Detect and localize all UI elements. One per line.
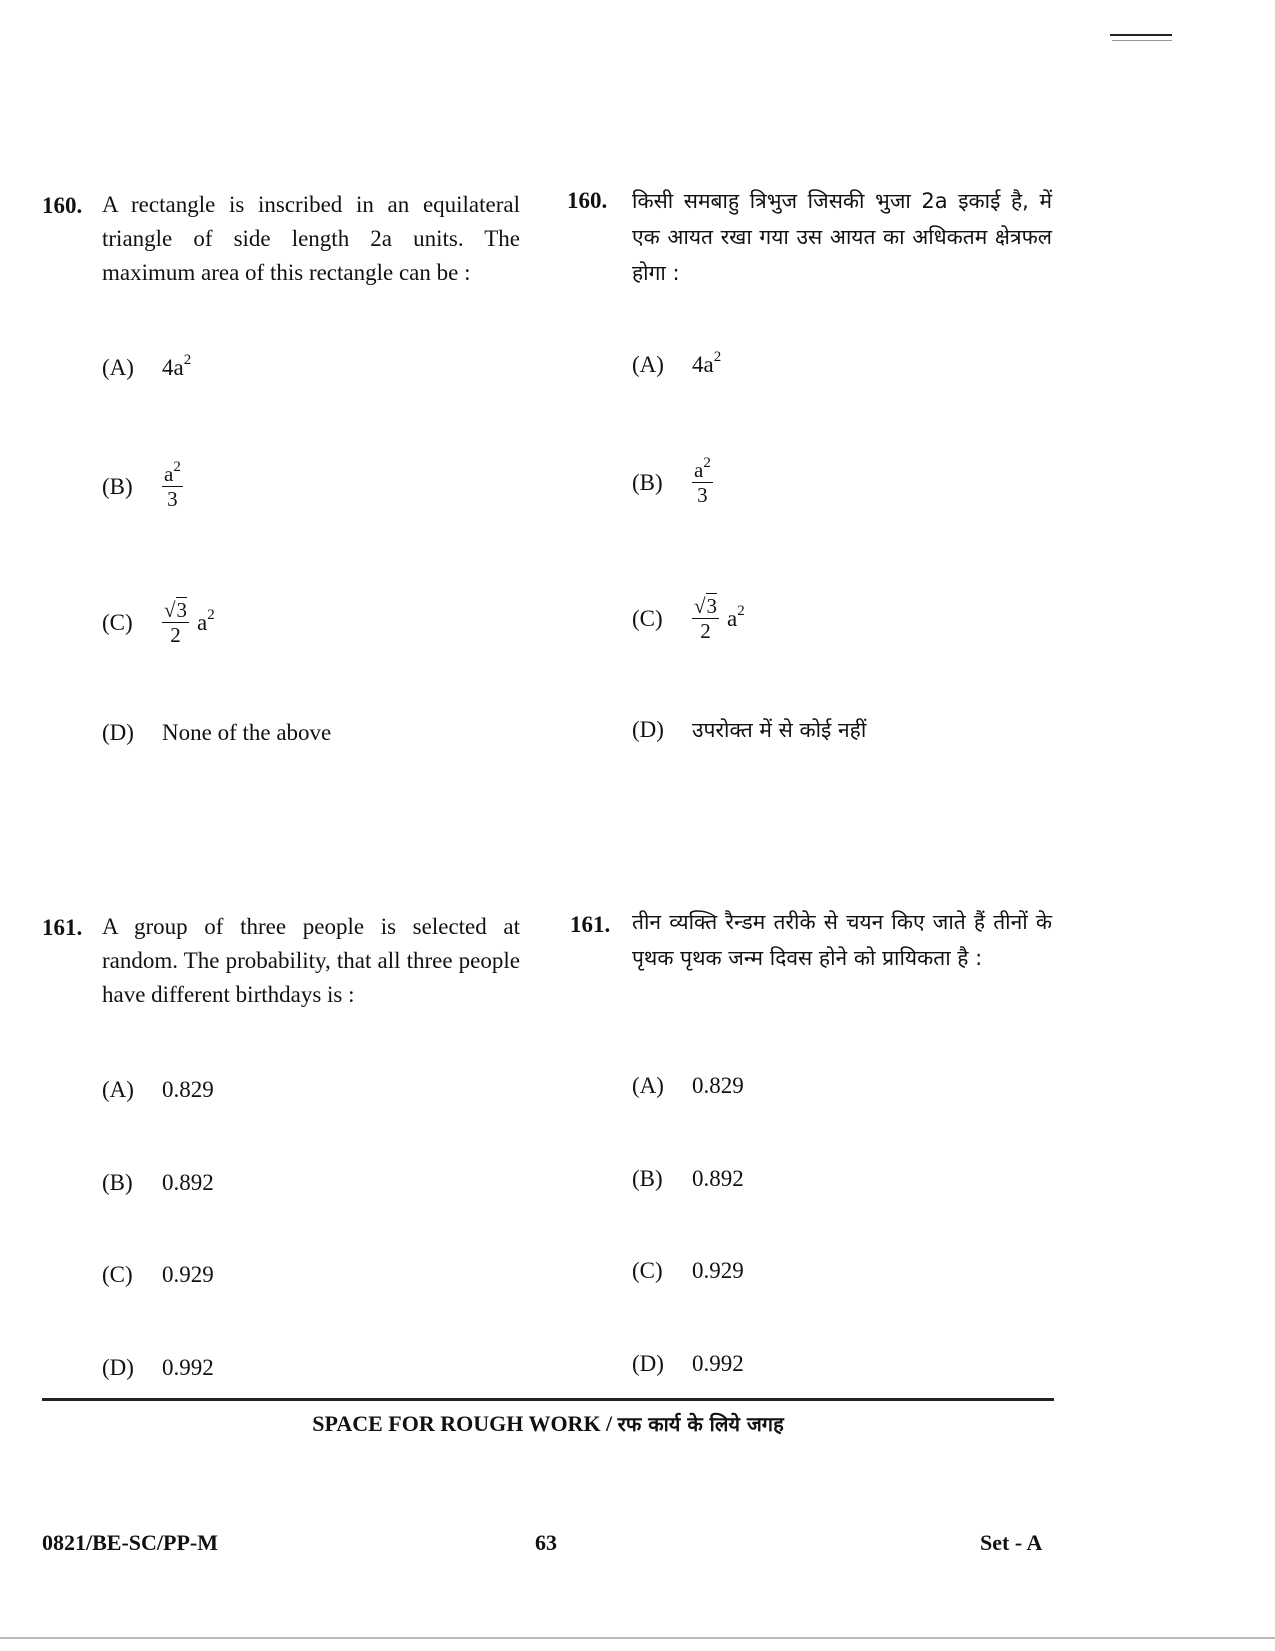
rough-work-divider [42,1398,1054,1401]
q161-option-d-en [102,1355,214,1381]
q161-number-en: 161. [42,915,83,940]
q160-option-b-hi [632,455,713,507]
q160-option-a-hi [632,349,722,378]
option-value: 0.992 [692,1351,744,1376]
q160-option-c-hi: (C) $\frac{√3}{2}$ $a^2$ [632,594,745,643]
option-label: (B) [102,473,133,499]
option-label: (B) [102,1170,133,1195]
exponent: 2 [183,352,192,369]
option-label: (C) [102,609,133,635]
q160-option-d-en [102,720,331,746]
exponent: 2 [713,349,722,366]
q161-option-c-hi [632,1258,744,1284]
option-label: (A) [102,355,134,380]
top-corner-rule-thin [1112,40,1172,41]
q161-number-hi: 161. [570,912,611,937]
q160-number-hi: 160. [567,188,608,213]
option-value: 0.992 [162,1355,214,1380]
option-value: 0.829 [692,1073,744,1098]
option-label: (C) [632,605,663,631]
option-label: (C) [102,1262,133,1287]
sqrt-symbol: √3 [694,594,718,618]
q160-option-c-en: (C) $\frac{√3}{2}$ $a^2$ [102,598,215,647]
footer-rule [0,1637,1275,1639]
q161-option-c-en [102,1262,214,1288]
option-label: (D) [102,720,134,745]
option-value: 0.829 [162,1077,214,1102]
option-label: (A) [102,1077,134,1102]
fraction-sqrt3-over-2: $\frac{√3}{2}$ [164,598,188,647]
option-label: (A) [632,352,664,377]
set-label: Set - A [980,1530,1043,1555]
option-label: (B) [632,469,663,495]
fraction-sqrt3-over-2: $\frac{√3}{2}$ [694,594,718,643]
q160-text-hi: किसी समबाहु त्रिभुज जिसकी भुजा 2a इकाई है, में एक आयत रखा गया उस आयत का अधिकतम क्षेत्रफल होगा : [632,189,1052,285]
option-label: (D) [632,717,664,742]
q161-option-a-hi [632,1073,744,1099]
option-label: (C) [632,1258,663,1283]
q160-text-en: A rectangle is inscribed in an equilateral triangle of side length 2a units. The maximum area of this rectangle can be : [102,192,520,285]
option-label: (B) [632,1166,663,1191]
q160-option-d-hi [632,716,866,744]
page-number: 63 [535,1530,557,1555]
rough-work-heading [42,1410,1054,1437]
q160-option-a-en [102,352,192,381]
option-value: उपरोक्त में से कोई नहीं [692,718,867,742]
option-label: (A) [632,1073,664,1098]
q161-text-en: A group of three people is selected at random. The probability, that all three people have different birthdays is : [102,914,520,1007]
option-value: 0.929 [162,1262,214,1287]
option-value: 0.929 [692,1258,744,1283]
option-label: (D) [102,1355,134,1380]
sqrt-symbol: √3 [164,598,188,622]
footer-code: 0821/BE-SC/PP-M [42,1530,218,1555]
rough-work-en: SPACE FOR ROUGH WORK / [312,1411,613,1436]
option-value: None of the above [162,720,332,745]
option-value: 0.892 [692,1166,744,1191]
option-value: 4a [162,355,184,380]
rough-work-hi: रफ कार्य के लिये जगह [617,1412,784,1436]
q161-option-b-en [102,1170,214,1196]
q161-option-a-en [102,1077,214,1103]
q160-option-b-en [102,459,183,511]
q161-text-hi: तीन व्यक्ति रैन्डम तरीके से चयन किए जाते हैं तीनों के पृथक पृथक जन्म दिवस होने को प्रायिकता है : [632,910,1052,970]
q161-option-d-hi [632,1351,744,1377]
option-value: 4a [692,352,714,377]
fraction-a2-over-3: $\frac{a^2}{3}$ [164,459,181,511]
option-label: (D) [632,1351,664,1376]
q161-option-b-hi [632,1166,744,1192]
q160-number-en: 160. [42,193,83,218]
fraction-a2-over-3: $\frac{a^2}{3}$ [694,455,711,507]
top-corner-rule [1110,34,1172,36]
option-value: 0.892 [162,1170,214,1195]
